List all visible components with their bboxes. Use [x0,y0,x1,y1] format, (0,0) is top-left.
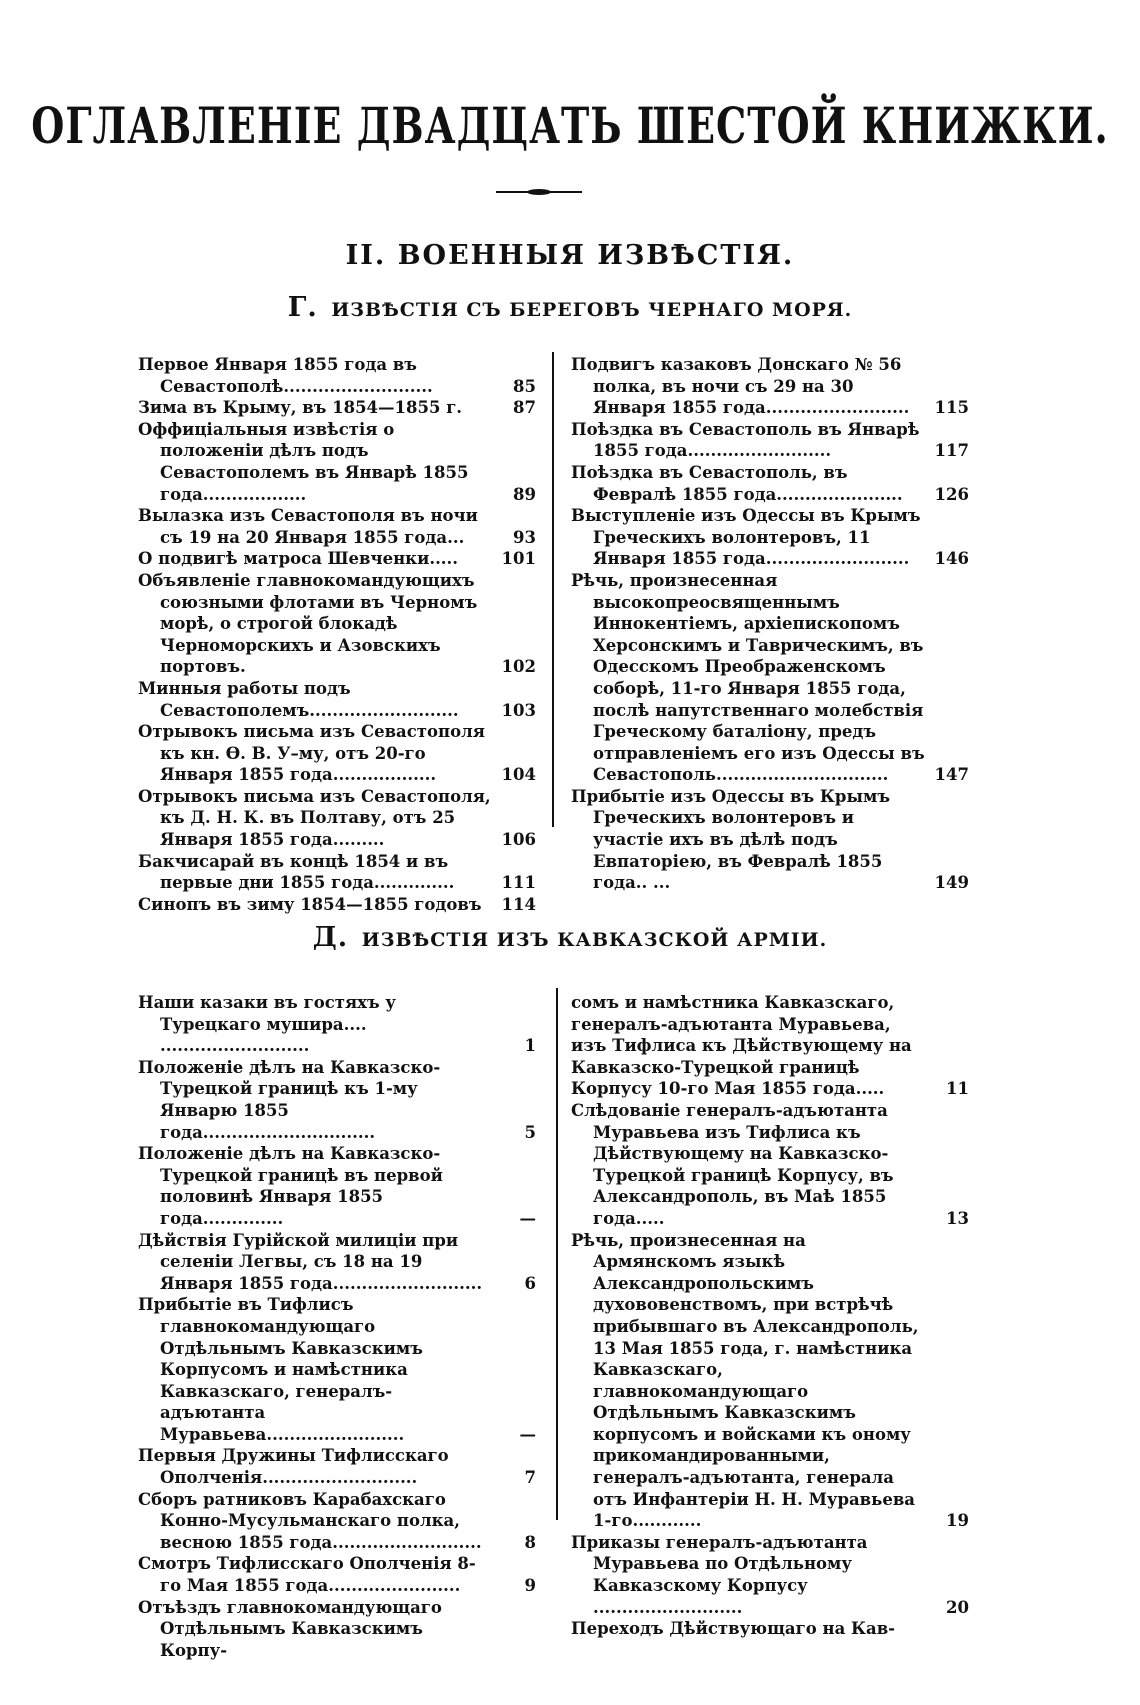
toc-entry[interactable] [138,992,536,1057]
toc-entry-page: 87 [513,398,536,418]
toc-entry[interactable] [138,786,536,851]
toc-entry-title: Поѣздка въ Севастополь въ Январѣ 1855 года......................... [571,419,920,461]
toc-entry-title: Отрывокъ письма изъ Севастополя, къ Д. Н. К. въ Полтаву, отъ 25 Января 1855 года......... [138,786,491,850]
toc-entry-page: 7 [524,1468,536,1488]
toc-entry-title: сомъ и намѣстника Кавказскаго, генералъ-адъютанта Муравьева, изъ Тифлиса къ Дѣйствующему на Кавказско-Турецкой границѣ Корпусу 10-го Мая 1855 года..... [571,993,912,1099]
toc-entry-page: 89 [513,484,536,504]
toc-entry-page: 146 [934,549,969,569]
toc-entry-page: 11 [946,1079,969,1099]
toc-entry-page: 19 [946,1511,969,1531]
toc-entry-title: Объявленіе главнокомандующихъ союзными флотами въ Черномъ морѣ, о строгой блокадѣ Черноморскихъ и Азовскихъ портовъ. [138,570,478,677]
toc-entry-page: 111 [501,873,536,893]
section-g-left-column [138,354,536,915]
section-title: II. ВОЕННЫЯ ИЗВѢСТІЯ. [345,240,795,271]
toc-entry-title: Рѣчь, произнесенная на Армянскомъ языкѣ Александропольскимъ духововенствомъ, при встрѣчѣ прибывшаго въ Александрополь, 13 Мая 1855 года, г. намѣстника Кавказскаго, главнокомандующаго Отдѣльнымъ Кавказскимъ корпусомъ и войсками къ оному прикомандированными, генералъ-адъютанта, генерала отъ Инфантеріи Н. Н. Муравьева 1-го............ [571,1230,919,1531]
toc-entry-page: 5 [524,1122,536,1142]
toc-entry[interactable] [138,1057,536,1143]
toc-entry-page: 115 [934,398,969,418]
toc-entry[interactable] [138,1489,536,1554]
toc-entry-page: 101 [501,549,536,569]
toc-entry-page: 93 [513,527,536,547]
toc-entry-title: Подвигъ казаковъ Донскаго № 56 полка, въ ночи съ 29 на 30 Января 1855 года......................... [571,355,910,418]
toc-entry[interactable] [138,851,536,894]
toc-entry[interactable] [571,462,969,505]
toc-entry[interactable] [571,1100,969,1230]
toc-entry[interactable] [138,1553,536,1596]
toc-entry-title: Бакчисарай въ концѣ 1854 и въ первые дни 1855 года.............. [138,851,455,893]
toc-entry[interactable] [138,1230,536,1295]
section-d-right-column [571,992,969,1640]
toc-entry-title: Первыя Дружины Тифлисскаго Ополченія........................... [138,1446,449,1488]
toc-entry-title: Вылазка изъ Севастополя въ ночи съ 19 на 20 Января 1855 года... [138,506,478,547]
column-divider [556,988,558,1520]
toc-entry-title: Смотръ Тифлисскаго Ополченія 8-го Мая 1855 года....................... [138,1554,476,1596]
section-d-heading [0,922,1140,953]
toc-entry[interactable] [138,1294,536,1445]
toc-entry-title: Рѣчь, произнесенная высокопреосвященнымъ Иннокентіемъ, архіепископомъ Херсонскимъ и Таврическимъ, въ Одесскомъ Преображенскомъ соборѣ, 11-го Января 1855 года, послѣ напутственнаго молебствія Греческому баталіону, предъ отправленіемъ его изъ Одессы въ Севастополь.............................. [571,570,925,785]
toc-entry[interactable] [571,419,969,462]
section-d-letter: Д. [312,922,349,953]
toc-entry[interactable] [138,1445,536,1488]
toc-entry[interactable] [571,1230,969,1532]
toc-entry[interactable] [571,1532,969,1618]
toc-entry[interactable] [571,505,969,570]
section-g-letter: Г. [287,292,318,323]
toc-entry-title: Прибытіе изъ Одессы въ Крымъ Греческихъ волонтеровъ и участіе ихъ въ дѣлѣ подъ Евпаторіею, въ Февралѣ 1855 года.. ... [571,786,890,893]
toc-entry-page: 114 [501,894,536,914]
toc-entry[interactable] [571,1618,969,1640]
toc-entry-page: 126 [934,484,969,504]
section-g-title: ИЗВѢСТІЯ СЪ БЕРЕГОВЪ ЧЕРНАГО МОРЯ. [331,299,853,321]
toc-entry[interactable] [138,354,536,397]
toc-entry[interactable] [571,992,969,1100]
column-divider [552,352,554,827]
toc-entry-title: Минныя работы подъ Севастополемъ.......................... [138,678,459,720]
section-g-right-column [571,354,969,894]
toc-entry[interactable] [138,419,536,505]
toc-entry-page: 149 [934,873,969,893]
toc-entry-page: 85 [513,376,536,396]
toc-entry-page: 104 [501,765,536,785]
toc-entry[interactable] [138,894,536,916]
toc-entry-title: Наши казаки въ гостяхъ у Турецкаго мушира.... .......................... [138,993,396,1056]
toc-entry-page: 8 [524,1532,536,1552]
toc-entry[interactable] [571,570,969,786]
toc-entry[interactable] [138,678,536,721]
toc-entry-title: Поѣздка въ Севастополь, въ Февралѣ 1855 года...................... [571,462,903,504]
toc-entry-page: — [519,1208,536,1228]
toc-entry-title: Прибытіе въ Тифлисъ главнокомандующаго Отдѣльнымъ Кавказскимъ Корпусомъ и намѣстника Кавказскаго, генералъ-адъютанта Муравьева........................ [138,1295,423,1444]
toc-entry-title: Положеніе дѣлъ на Кавказско-Турецкой границѣ къ 1-му Январю 1855 года.............................. [138,1057,441,1142]
toc-entry-page: — [519,1424,536,1444]
toc-entry-title: Положеніе дѣлъ на Кавказско-Турецкой границѣ въ первой половинѣ Января 1855 года.............. [138,1144,443,1228]
toc-entry-title: Слѣдованіе генералъ-адъютанта Муравьева изъ Тифлиса къ Дѣйствующему на Кавказско-Турецкой границѣ Корпусу, въ Александрополь, въ Маѣ 1855 года..... [571,1100,894,1228]
toc-entry-page: 147 [934,765,969,785]
toc-entry[interactable] [138,505,536,548]
toc-entry-page: 102 [501,657,536,677]
toc-entry-page: 117 [934,441,969,461]
toc-entry-title: Выступленіе изъ Одессы въ Крымъ Греческихъ волонтеровъ, 11 Января 1855 года......................... [571,506,921,569]
toc-entry-page: 6 [524,1273,536,1293]
toc-entry[interactable] [571,786,969,894]
ornament-divider [496,189,582,195]
toc-entry-title: Переходъ Дѣйствующаго на Кав- [571,1619,896,1639]
toc-entry-title: Зима въ Крыму, въ 1854—1855 г. [138,398,463,418]
toc-entry[interactable] [138,1597,536,1662]
toc-entry-title: Синопъ въ зиму 1854—1855 годовъ [138,894,482,914]
toc-entry-title: Дѣйствія Гурійской милиціи при селеніи Легвы, съ 18 на 19 Января 1855 года.......................... [138,1230,483,1293]
toc-entry-page: 106 [501,830,536,850]
toc-entry-title: Сборъ ратниковъ Карабахскаго Конно-Мусульманскаго полка, весною 1855 года.......................... [138,1489,482,1552]
section-d-title: ИЗВѢСТІЯ ИЗЪ КАВКАЗСКОЙ АРМІИ. [361,929,828,951]
toc-entry[interactable] [138,397,536,419]
toc-entry[interactable] [571,354,969,419]
toc-entry[interactable] [138,570,536,678]
section-g-heading [0,292,1140,323]
toc-entry-page: 1 [524,1036,536,1056]
toc-entry[interactable] [138,721,536,786]
toc-entry-title: О подвигѣ матроса Шевченки..... [138,549,459,569]
toc-entry-title: Оффиціальныя извѣстія о положеніи дѣлъ подъ Севастополемъ въ Январѣ 1855 года.................. [138,419,469,504]
toc-entry-title: Приказы генералъ-адъютанта Муравьева по Отдѣльному Кавказскому Корпусу .......................... [571,1532,868,1617]
toc-entry[interactable] [138,1143,536,1229]
toc-entry-title: Отрывокъ письма изъ Севастополя къ кн. Ѳ. В. У–му, отъ 20-го Января 1855 года.................. [138,722,485,785]
toc-entry-page: 13 [946,1208,969,1228]
toc-entry-page: 20 [946,1597,969,1617]
toc-entry[interactable] [138,548,536,570]
page-title: ОГЛАВЛЕНІЕ ДВАДЦАТЬ ШЕСТОЙ КНИЖКИ. [31,96,1109,155]
section-d-left-column [138,992,536,1661]
toc-entry-title: Первое Января 1855 года въ Севастополѣ.......................... [138,355,433,396]
toc-entry-page: 103 [501,700,536,720]
toc-entry-page: 9 [524,1576,536,1596]
toc-entry-title: Отъѣздъ главнокомандующаго Отдѣльнымъ Кавказскимъ Корпу- [138,1597,442,1660]
